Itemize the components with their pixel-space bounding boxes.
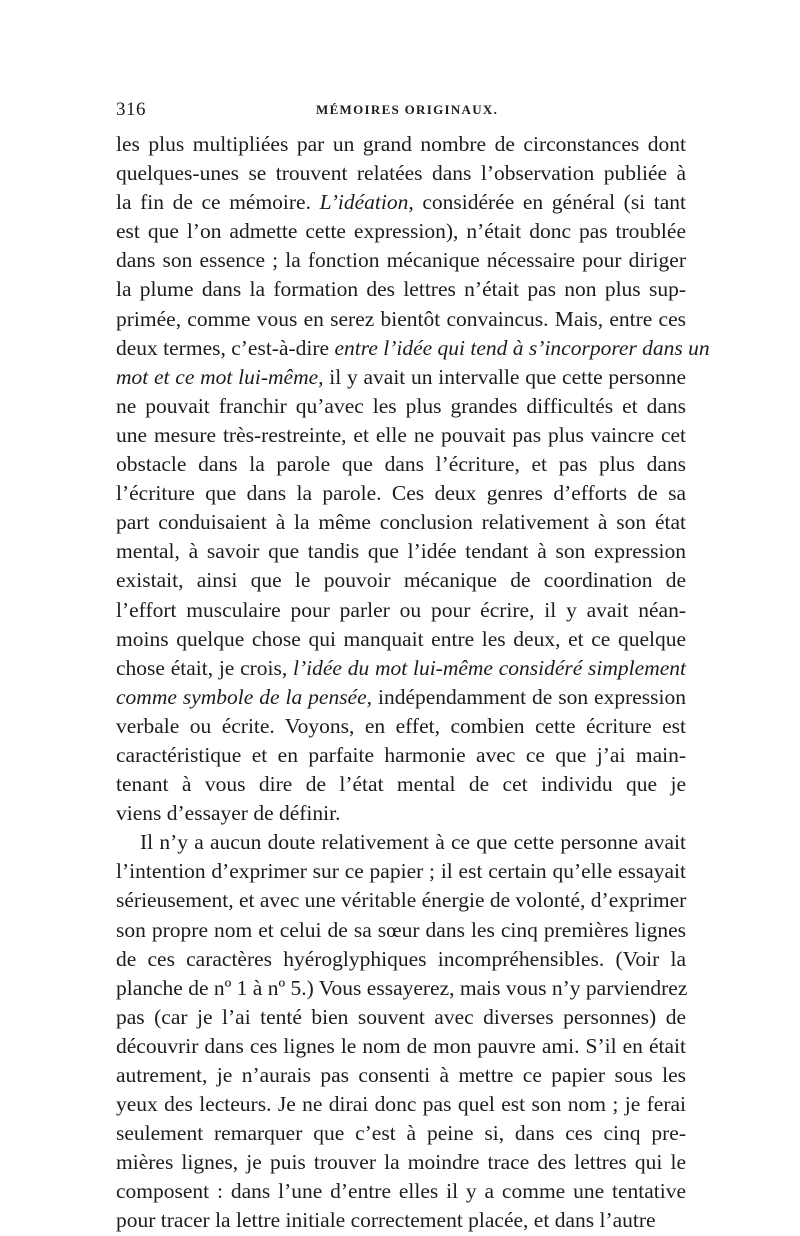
text-segment: seulement remarquer que c’est à peine si, dans ces cinq pre- <box>116 1121 686 1146</box>
text-segment: obstacle dans la parole que dans l’écriture, et pas plus dans <box>116 452 686 477</box>
text-segment: pas (car je l’ai tenté bien souvent avec diverses personnes) de <box>116 1004 686 1029</box>
text-line <box>116 1148 686 1177</box>
text-segment: est que l’on admette cette expression), n’était donc pas troublée <box>116 219 686 244</box>
text-line <box>116 1061 686 1090</box>
text-line <box>116 828 686 857</box>
text-segment: autrement, je n’aurais pas consenti à mettre ce papier sous les <box>116 1063 686 1087</box>
text-segment: yeux des lecteurs. Je ne dirai donc pas quel est son nom ; je ferai <box>116 1092 686 1117</box>
text-line <box>116 712 686 741</box>
text-line <box>116 1003 686 1032</box>
text-segment: l’écriture que dans la parole. Ces deux genres d’efforts de sa <box>116 481 686 506</box>
text-segment: part conduisaient à la même conclusion relativement à son état <box>116 510 686 535</box>
italic-segment: entre l’idée qui tend à s’incorporer dans un <box>334 335 710 360</box>
text-line <box>116 857 686 886</box>
text-segment: caractéristique et en parfaite harmonie avec ce que j’ai main- <box>116 742 686 767</box>
text-line <box>116 392 686 421</box>
text-line <box>116 537 686 566</box>
text-segment: verbale ou écrite. Voyons, en effet, combien cette écriture est <box>116 713 686 738</box>
text-line <box>116 305 686 334</box>
text-line <box>116 159 686 188</box>
text-segment: il y avait un intervalle que cette personne <box>323 364 686 389</box>
text-segment: l’effort musculaire pour parler ou pour écrire, il y avait néan- <box>116 597 686 622</box>
body-text <box>116 130 710 1236</box>
text-line <box>116 1177 686 1206</box>
text-line <box>116 974 686 1003</box>
text-segment: son propre nom et celui de sa sœur dans les cinq premières lignes <box>116 917 686 942</box>
text-line <box>116 188 686 217</box>
text-line <box>116 334 710 363</box>
text-segment: composent : dans l’une d’entre elles il y a comme une tentative <box>116 1179 686 1204</box>
text-segment: les plus multipliées par un grand nombre de circonstances dont <box>116 132 686 156</box>
text-segment: l’intention d’exprimer sur ce papier ; il est certain qu’elle essayait <box>116 859 686 884</box>
text-segment: de ces caractères hyéroglyphiques incompréhensibles. (Voir la <box>116 946 686 971</box>
text-line <box>116 246 686 275</box>
text-line <box>116 1119 686 1148</box>
running-title: MÉMOIRES ORIGINAUX. <box>316 102 499 117</box>
text-line <box>116 217 686 246</box>
text-segment: chose était, je crois, <box>116 655 294 680</box>
text-line <box>116 1090 686 1119</box>
text-line <box>116 596 686 625</box>
text-line <box>116 479 686 508</box>
text-segment: ne pouvait franchir qu’avec les plus grandes difficultés et dans <box>116 393 686 418</box>
text-line <box>116 799 686 828</box>
text-segment: mental, à savoir que tandis que l’idée tendant à son expression <box>116 539 686 564</box>
text-segment: tenant à vous dire de l’état mental de cet individu que je <box>116 772 686 797</box>
text-segment: pour tracer la lettre initiale correctement placée, et dans l’autre <box>116 1208 656 1233</box>
text-segment: sérieusement, et avec une véritable énergie de volonté, d’exprimer <box>116 888 687 913</box>
text-line <box>116 945 686 974</box>
text-segment: moins quelque chose qui manquait entre les deux, et ce quelque <box>116 626 686 651</box>
italic-segment: l’idée du mot lui-même considéré simplement <box>293 655 686 680</box>
text-line <box>116 770 686 799</box>
text-line <box>116 450 686 479</box>
text-segment: dans son essence ; la fonction mécanique nécessaire pour diriger <box>116 248 686 273</box>
italic-segment: mot et ce mot lui-même, <box>116 364 324 389</box>
text-line <box>116 130 686 159</box>
text-line <box>116 916 686 945</box>
text-segment: deux termes, c’est-à-dire <box>116 335 335 360</box>
text-line <box>116 741 686 770</box>
text-line <box>116 654 686 683</box>
text-line <box>116 508 686 537</box>
text-line <box>116 625 686 654</box>
text-segment: mières lignes, je puis trouver la moindre trace des lettres qui le <box>116 1150 686 1175</box>
text-line <box>116 363 686 392</box>
text-line <box>116 275 686 304</box>
text-segment: indépendamment de son expression <box>372 684 686 709</box>
text-segment: , considérée en général (si tant <box>408 190 686 215</box>
text-line <box>116 1206 686 1235</box>
text-segment: quelques-unes se trouvent relatées dans l’observation publiée à <box>116 161 686 186</box>
text-line <box>116 683 686 712</box>
running-head <box>116 99 686 121</box>
text-segment: découvrir dans ces lignes le nom de mon pauvre ami. S’il en était <box>116 1033 686 1058</box>
paragraph <box>116 828 686 1235</box>
text-segment: une mesure très-restreinte, et elle ne pouvait pas plus vaincre cet <box>116 422 686 447</box>
text-segment: Il n’y a aucun doute relativement à ce que cette personne avait <box>140 830 686 855</box>
italic-segment: comme symbole de la pensée, <box>116 684 373 709</box>
text-segment: la fin de ce mémoire. <box>116 190 320 215</box>
text-line <box>116 566 686 595</box>
italic-segment: L’idéation <box>319 190 409 215</box>
page-number: 316 <box>116 99 146 120</box>
text-line <box>116 1032 686 1061</box>
text-line <box>116 421 686 450</box>
text-line <box>116 886 686 915</box>
text-segment: la plume dans la formation des lettres n’était pas non plus sup- <box>116 277 686 302</box>
text-segment: planche de nº 1 à nº 5.) Vous essayerez, mais vous n’y parviendrez <box>116 975 688 1000</box>
text-segment: viens d’essayer de définir. <box>116 801 341 826</box>
paragraph <box>116 130 710 828</box>
text-segment: existait, ainsi que le pouvoir mécanique de coordination de <box>116 568 686 593</box>
text-segment: primée, comme vous en serez bientôt convaincus. Mais, entre ces <box>116 306 686 331</box>
